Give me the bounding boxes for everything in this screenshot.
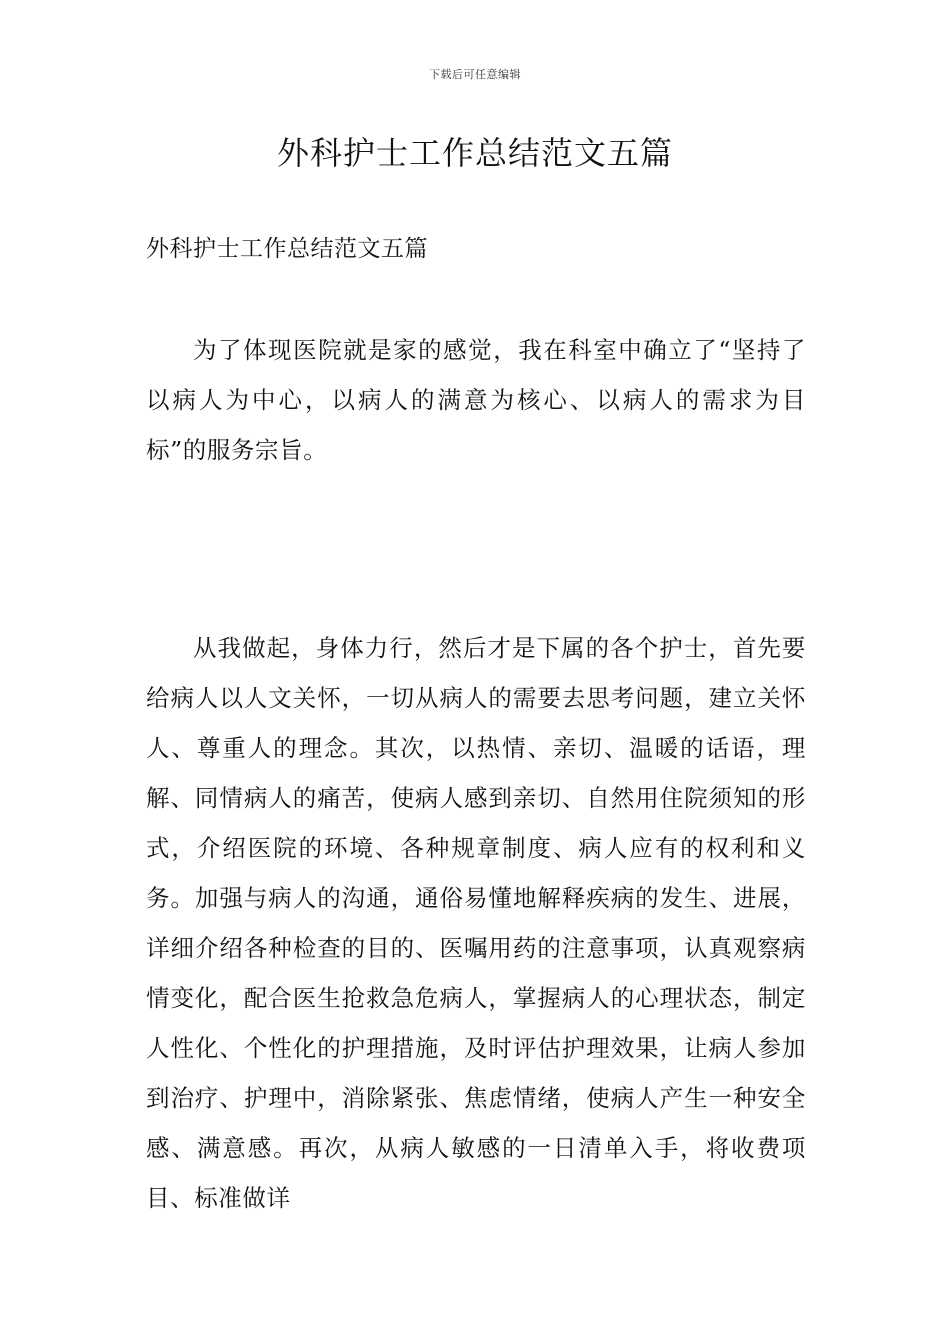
paragraph-2: 从我做起，身体力行，然后才是下属的各个护士，首先要给病人以人文关怀，一切从病人的需要去思考问题，建立关怀人、尊重人的理念。其次，以热情、亲切、温暖的话语，理解、同情病人的痛苦，使病人感到亲切、自然用住院须知的形式，介绍医院的环境、各种规章制度、病人应有的权利和义务。加强与病人的沟通，通俗易懂地解释疾病的发生、进展，详细介绍各种检查的目的、医嘱用药的注意事项，认真观察病情变化，配合医生抢救急危病人，掌握病人的心理状态，制定人性化、个性化的护理措施，及时评估护理效果，让病人参加到治疗、护理中，消除紧张、焦虑情绪，使病人产生一种安全感、满意感。再次，从病人敏感的一日清单入手，将收费项目、标准做详 [146,634,806,1212]
document-title: 外科护士工作总结范文五篇 [276,134,673,172]
document-subtitle: 外科护士工作总结范文五篇 [146,236,428,262]
header-note: 下载后可任意编辑 [429,68,521,81]
paragraph-1: 为了体现医院就是家的感觉，我在科室中确立了“坚持了以病人为中心，以病人的满意为核心、以病人的需求为目标”的服务宗旨。 [146,336,806,464]
